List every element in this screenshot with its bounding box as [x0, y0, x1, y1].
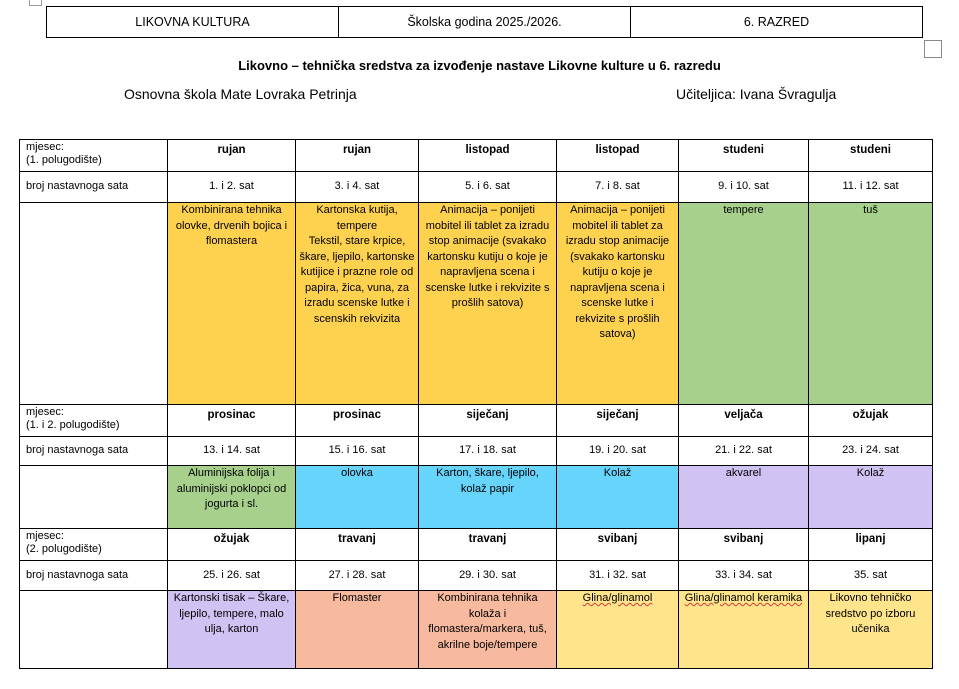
- month-row: [20, 140, 933, 172]
- school-year-cell: Školska godina 2025./2026.: [339, 7, 631, 38]
- month-cell: travanj: [419, 529, 557, 561]
- lesson-cell: 27. i 28. sat: [296, 561, 419, 591]
- lesson-cell: 29. i 30. sat: [419, 561, 557, 591]
- lesson-label: broj nastavnoga sata: [20, 561, 168, 591]
- month-cell: svibanj: [679, 529, 809, 561]
- materials-label-cell: [20, 591, 168, 669]
- materials-cell: Kolaž: [557, 466, 679, 529]
- lesson-cell: 13. i 14. sat: [168, 437, 296, 466]
- school-name: Osnovna škola Mate Lovraka Petrinja: [124, 86, 357, 102]
- month-row: [20, 405, 933, 437]
- schedule-table: [19, 139, 933, 669]
- month-cell: rujan: [168, 140, 296, 172]
- grade-cell: 6. RAZRED: [631, 7, 923, 38]
- lesson-cell: 17. i 18. sat: [419, 437, 557, 466]
- lesson-cell: 19. i 20. sat: [557, 437, 679, 466]
- month-label-text: mjesec: (1. i 2. polugodište): [26, 406, 120, 431]
- materials-cell: tuš: [809, 203, 933, 405]
- month-label-text: mjesec: (2. polugodište): [26, 530, 102, 555]
- materials-cell: Animacija – ponijeti mobitel ili tablet za izradu stop animacije (svakako kartonsku kutiju o koje je napravljena scena i scenske lutke i rekvizite s prošlih satova): [557, 203, 679, 405]
- materials-label-cell: [20, 466, 168, 529]
- materials-cell: Kombinirana tehnika olovke, drvenih bojica i flomastera: [168, 203, 296, 405]
- month-cell: studeni: [809, 140, 933, 172]
- month-cell: travanj: [296, 529, 419, 561]
- lesson-row: [20, 437, 933, 466]
- lesson-cell: 5. i 6. sat: [419, 172, 557, 203]
- month-cell: siječanj: [419, 405, 557, 437]
- lesson-cell: 9. i 10. sat: [679, 172, 809, 203]
- month-cell: ožujak: [809, 405, 933, 437]
- month-cell: ožujak: [168, 529, 296, 561]
- month-cell: svibanj: [557, 529, 679, 561]
- month-row: [20, 529, 933, 561]
- materials-text: Glina/glinamol: [582, 592, 653, 604]
- materials-cell: Kartonski tisak – Škare, ljepilo, tempere, malo ulja, karton: [168, 591, 296, 669]
- month-cell: siječanj: [557, 405, 679, 437]
- month-label: [20, 529, 168, 561]
- materials-text: Glina/glinamol keramika: [684, 592, 803, 604]
- lesson-label: broj nastavnoga sata: [20, 437, 168, 466]
- materials-cell: Aluminijska folija i aluminijski poklopci od jogurta i sl.: [168, 466, 296, 529]
- month-cell: prosinac: [168, 405, 296, 437]
- lesson-cell: 7. i 8. sat: [557, 172, 679, 203]
- lesson-cell: 3. i 4. sat: [296, 172, 419, 203]
- month-cell: listopad: [557, 140, 679, 172]
- month-label-text: mjesec: (1. polugodište): [26, 141, 102, 166]
- materials-cell: olovka: [296, 466, 419, 529]
- lesson-cell: 33. i 34. sat: [679, 561, 809, 591]
- document-title: Likovno – tehnička sredstva za izvođenje nastave Likovne kulture u 6. razredu: [238, 58, 721, 73]
- materials-cell: Likovno tehničko sredstvo po izboru učenika: [809, 591, 933, 669]
- materials-cell: [296, 203, 419, 405]
- resize-handle[interactable]: [924, 40, 942, 58]
- lesson-cell: 11. i 12. sat: [809, 172, 933, 203]
- lesson-cell: 1. i 2. sat: [168, 172, 296, 203]
- materials-row: [20, 203, 933, 405]
- subject-cell: LIKOVNA KULTURA: [47, 7, 339, 38]
- materials-cell: akvarel: [679, 466, 809, 529]
- materials-cell: [557, 591, 679, 669]
- materials-row: [20, 466, 933, 529]
- materials-text: Kartonska kutija, tempere Tekstil, stare krpice, škare, ljepilo, kartonske kutijice i prazne role od papira, žica, vuna, za izradu scenske lutke i scenskih rekvizita: [299, 204, 415, 325]
- materials-cell: [679, 591, 809, 669]
- header-table: [46, 6, 923, 38]
- materials-row: [20, 591, 933, 669]
- lesson-row: [20, 561, 933, 591]
- lesson-cell: 25. i 26. sat: [168, 561, 296, 591]
- table-move-handle[interactable]: [29, 0, 42, 6]
- month-cell: rujan: [296, 140, 419, 172]
- month-cell: listopad: [419, 140, 557, 172]
- teacher-name: Učiteljica: Ivana Švragulja: [676, 86, 837, 102]
- lesson-cell: 23. i 24. sat: [809, 437, 933, 466]
- lesson-cell: 21. i 22. sat: [679, 437, 809, 466]
- month-cell: veljača: [679, 405, 809, 437]
- month-label: [20, 405, 168, 437]
- month-label: [20, 140, 168, 172]
- lesson-cell: 15. i 16. sat: [296, 437, 419, 466]
- materials-cell: tempere: [679, 203, 809, 405]
- month-cell: prosinac: [296, 405, 419, 437]
- lesson-label: broj nastavnoga sata: [20, 172, 168, 203]
- lesson-cell: 35. sat: [809, 561, 933, 591]
- month-cell: lipanj: [809, 529, 933, 561]
- materials-cell: Animacija – ponijeti mobitel ili tablet za izradu stop animacije (svakako kartonsku kutiju o koje je napravljena scena i scenske lutke i rekvizite s prošlih satova): [419, 203, 557, 405]
- lesson-row: [20, 172, 933, 203]
- materials-label-cell: [20, 203, 168, 405]
- materials-cell: Kombinirana tehnika kolaža i flomastera/markera, tuš, akrilne boje/tempere: [419, 591, 557, 669]
- lesson-cell: 31. i 32. sat: [557, 561, 679, 591]
- materials-cell: Kolaž: [809, 466, 933, 529]
- materials-cell: Karton, škare, ljepilo, kolaž papir: [419, 466, 557, 529]
- month-cell: studeni: [679, 140, 809, 172]
- materials-cell: Flomaster: [296, 591, 419, 669]
